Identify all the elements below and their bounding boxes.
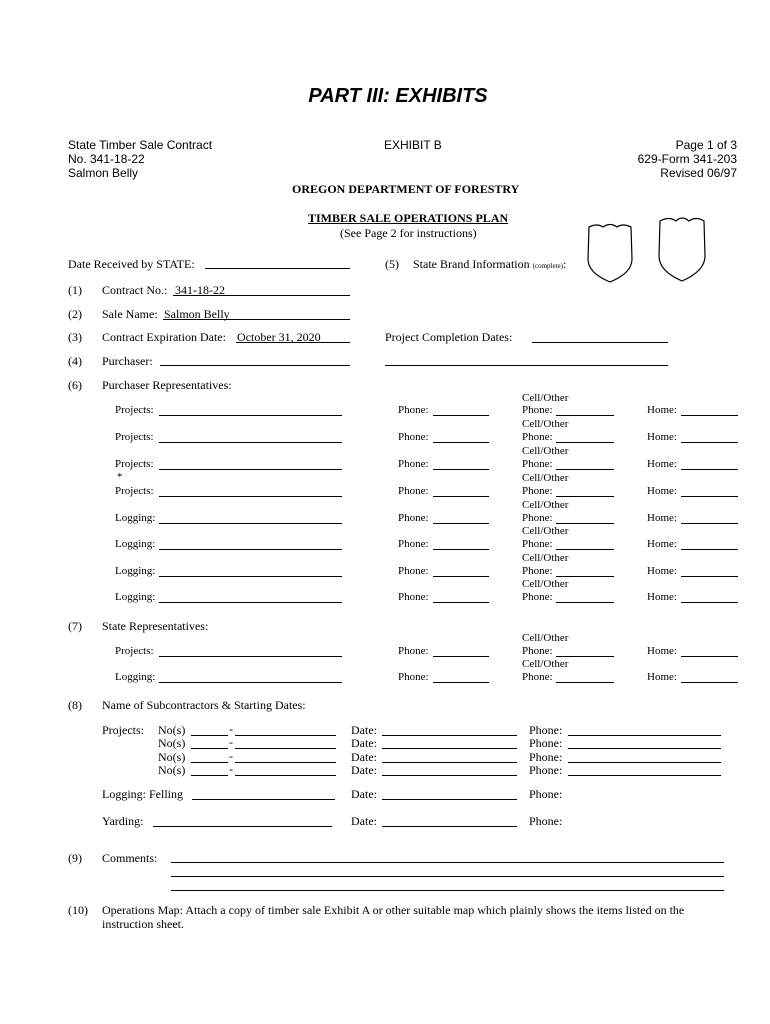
revision-date: Revised 06/97 [660,166,737,180]
comments-label: Comments: [102,851,158,865]
item-number-10: (10) [68,903,88,917]
phone-label: Phone: [529,736,563,750]
cell-phone-label: Phone: [522,565,553,577]
cell-other-label: Cell/Other [522,445,569,457]
nos-label: No(s) [158,750,186,764]
plan-subtitle: (See Page 2 for instructions) [340,226,477,240]
nos-dash: - [229,722,233,736]
expiration-field[interactable] [236,342,350,343]
rep-role-label: Logging: [115,538,156,550]
home-label: Home: [647,512,677,524]
operations-map-text-line-1: Operations Map: Attach a copy of timber sale Exhibit A or other suitable map which plainly shows the items listed on the [102,903,685,917]
cell-other-label: Cell/Other [522,658,569,670]
cell-phone-label: Phone: [522,512,553,524]
rep-role-label: Projects: [115,431,154,443]
nos-label: No(s) [158,763,186,777]
item-number-1: (1) [68,283,82,297]
item-number-7: (7) [68,619,82,633]
cell-phone-field[interactable] [556,496,614,497]
sale-name-header: Salmon Belly [68,166,139,180]
phone-label: Phone: [529,723,563,737]
cell-other-label: Cell/Other [522,552,569,564]
contract-no-field[interactable] [173,295,350,296]
phone-field[interactable] [433,656,489,657]
home-label: Home: [647,591,677,603]
phone-label: Phone: [398,485,429,497]
felling-date-field[interactable] [382,799,517,800]
cell-phone-label: Phone: [522,538,553,550]
nos-field[interactable] [191,748,228,749]
phone-field[interactable] [433,442,489,443]
phone-label: Phone: [398,591,429,603]
phone-label: Phone: [398,645,429,657]
home-label: Home: [647,671,677,683]
nos-label: No(s) [158,723,186,737]
cell-other-label: Cell/Other [522,499,569,511]
rep-name-field[interactable] [159,576,342,577]
phone-field[interactable] [433,682,489,683]
contract-no-value[interactable]: 341-18-22 [175,283,225,297]
subcontractors-label: Name of Subcontractors & Starting Dates: [102,698,306,712]
brand-note: (complete) [532,262,563,270]
sale-name-value[interactable]: Salmon Belly [164,307,230,321]
rep-name-field[interactable] [159,442,342,443]
phone-field[interactable] [433,496,489,497]
item-number-2: (2) [68,307,82,321]
cell-phone-field[interactable] [556,523,614,524]
completion-field-2[interactable] [385,365,668,366]
rep-role-label: Projects: [115,485,154,497]
home-phone-field[interactable] [681,442,738,443]
nos-dash: - [229,735,233,749]
contract-no-label: Contract No.: [102,283,168,297]
rep-name-field[interactable] [159,469,342,470]
contract-number: No. 341-18-22 [68,152,145,166]
home-label: Home: [647,485,677,497]
rep-role-label: Logging: [115,565,156,577]
nos-field[interactable] [191,735,228,736]
home-label: Home: [647,645,677,657]
nos-label: No(s) [158,736,186,750]
home-label: Home: [647,431,677,443]
cell-phone-field[interactable] [556,442,614,443]
phone-field[interactable] [433,549,489,550]
phone-label: Phone: [398,458,429,470]
subcontractor-name-field[interactable] [235,762,336,763]
purchaser-reps-label: Purchaser Representatives: [102,378,232,392]
date-label: Date: [351,787,377,801]
rep-name-field[interactable] [159,523,342,524]
phone-label: Phone: [398,404,429,416]
rep-role-label: Logging: [115,671,156,683]
home-phone-field[interactable] [681,415,738,416]
phone-field[interactable] [433,576,489,577]
rep-role-label: Projects: [115,404,154,416]
cell-phone-field[interactable] [556,576,614,577]
phone-label: Phone: [529,763,563,777]
home-label: Home: [647,565,677,577]
home-phone-field[interactable] [681,576,738,577]
completion-field-1[interactable] [532,342,668,343]
page-title: PART III: EXHIBITS [308,85,488,107]
cell-phone-label: Phone: [522,671,553,683]
form-number: 629-Form 341-203 [637,152,737,166]
yarding-label: Yarding: [102,814,144,828]
cell-phone-field[interactable] [556,656,614,657]
home-label: Home: [647,458,677,470]
comments-line-2[interactable] [171,876,724,877]
purchaser-field[interactable] [160,365,350,366]
rep-role-label: Logging: [115,512,156,524]
phone-label: Phone: [398,671,429,683]
brand-label-text: State Brand Information [413,257,530,271]
cell-phone-label: Phone: [522,431,553,443]
home-label: Home: [647,404,677,416]
phone-label: Phone: [529,787,563,801]
phone-label: Phone: [398,431,429,443]
phone-field[interactable] [433,523,489,524]
cell-other-label: Cell/Other [522,578,569,590]
rep-name-field[interactable] [159,656,342,657]
cell-other-label: Cell/Other [522,472,569,484]
item-number-8: (8) [68,698,82,712]
operations-map-text-line-2: instruction sheet. [102,917,184,931]
home-label: Home: [647,538,677,550]
cell-phone-label: Phone: [522,404,553,416]
cell-other-label: Cell/Other [522,632,569,644]
subcontractor-name-field[interactable] [235,735,336,736]
start-date-field[interactable] [382,735,517,736]
nos-field[interactable] [191,775,228,776]
cell-phone-label: Phone: [522,458,553,470]
sub-phone-field[interactable] [568,775,721,776]
rep-name-field[interactable] [159,602,342,603]
phone-label: Phone: [398,565,429,577]
asterisk-mark: * [117,471,123,483]
comments-line-3[interactable] [171,890,724,891]
exhibit-label: EXHIBIT B [384,138,442,152]
rep-role-label: Projects: [115,458,154,470]
yarding-field[interactable] [153,826,332,827]
department-name: OREGON DEPARTMENT OF FORESTRY [292,182,520,196]
rep-role-label: Projects: [115,645,154,657]
date-received-label: Date Received by STATE: [68,257,195,271]
start-date-field[interactable] [382,748,517,749]
home-phone-field[interactable] [681,602,738,603]
sub-phone-field[interactable] [568,762,721,763]
nos-dash: - [229,749,233,763]
cell-phone-label: Phone: [522,645,553,657]
item-number-6: (6) [68,378,82,392]
yarding-date-field[interactable] [382,826,517,827]
cell-phone-label: Phone: [522,485,553,497]
brand-number: (5) [385,257,399,271]
cell-other-label: Cell/Other [522,392,569,404]
felling-field[interactable] [192,799,335,800]
completion-label: Project Completion Dates: [385,330,513,344]
plan-title: TIMBER SALE OPERATIONS PLAN [308,211,509,225]
phone-label: Phone: [529,814,563,828]
nos-field[interactable] [191,762,228,763]
item-number-4: (4) [68,354,82,368]
home-phone-field[interactable] [681,523,738,524]
date-label: Date: [351,723,377,737]
cell-other-label: Cell/Other [522,418,569,430]
cell-phone-field[interactable] [556,602,614,603]
cell-phone-label: Phone: [522,591,553,603]
home-phone-field[interactable] [681,469,738,470]
cell-phone-field[interactable] [556,549,614,550]
rep-name-field[interactable] [159,415,342,416]
cell-phone-field[interactable] [556,415,614,416]
date-received-field[interactable] [205,268,350,269]
expiration-value[interactable]: October 31, 2020 [237,330,321,344]
cell-phone-field[interactable] [556,682,614,683]
home-phone-field[interactable] [681,682,738,683]
brand-info-label [413,257,566,273]
purchaser-label: Purchaser: [102,354,153,368]
rep-name-field[interactable] [159,496,342,497]
home-phone-field[interactable] [681,656,738,657]
sub-phone-field[interactable] [568,735,721,736]
cell-other-label: Cell/Other [522,525,569,537]
home-phone-field[interactable] [681,549,738,550]
date-label: Date: [351,814,377,828]
sub-phone-field[interactable] [568,748,721,749]
date-label: Date: [351,736,377,750]
state-brand-badge-left [583,221,637,285]
rep-name-field[interactable] [159,549,342,550]
cell-phone-field[interactable] [556,469,614,470]
state-brand-badge-right [654,214,710,284]
home-phone-field[interactable] [681,496,738,497]
start-date-field[interactable] [382,775,517,776]
date-label: Date: [351,750,377,764]
brand-colon: : [562,257,567,271]
item-number-9: (9) [68,851,82,865]
phone-field[interactable] [433,602,489,603]
expiration-label: Contract Expiration Date: [102,330,226,344]
item-number-3: (3) [68,330,82,344]
phone-label: Phone: [398,512,429,524]
phone-field[interactable] [433,469,489,470]
sale-name-label: Sale Name: [102,307,158,321]
sub-projects-label: Projects: [102,723,144,737]
phone-field[interactable] [433,415,489,416]
subcontractor-name-field[interactable] [235,748,336,749]
start-date-field[interactable] [382,762,517,763]
contract-type: State Timber Sale Contract [68,138,213,152]
comments-line-1[interactable] [171,862,724,863]
state-reps-label: State Representatives: [102,619,209,633]
logging-felling-label: Logging: Felling [102,787,183,801]
phone-label: Phone: [398,538,429,550]
rep-role-label: Logging: [115,591,156,603]
nos-dash: - [229,762,233,776]
sale-name-field[interactable] [163,319,350,320]
phone-label: Phone: [529,750,563,764]
subcontractor-name-field[interactable] [235,775,336,776]
date-label: Date: [351,763,377,777]
page-number: Page 1 of 3 [675,138,737,152]
rep-name-field[interactable] [159,682,342,683]
